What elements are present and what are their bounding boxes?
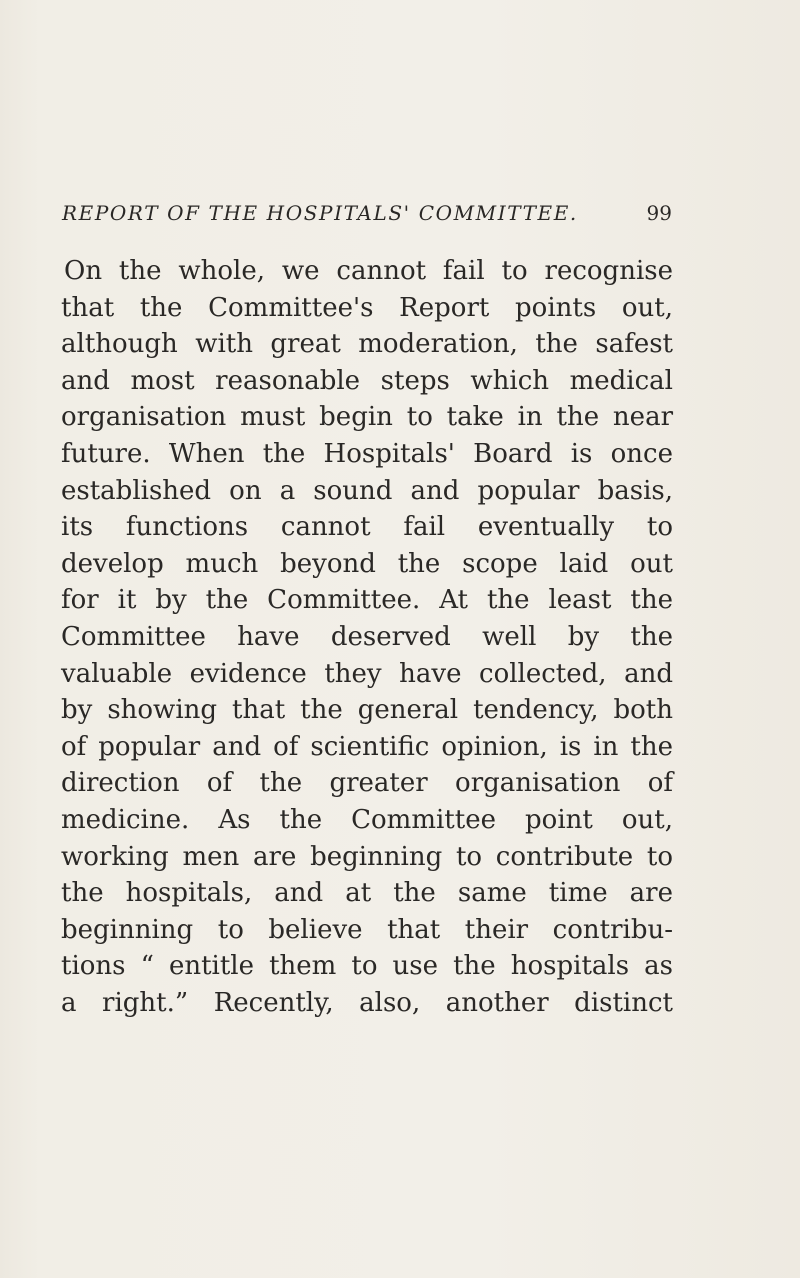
text-line: although with great moderation, the safest [61,329,673,360]
text-line: that the Committee's Report points out, [61,292,673,323]
text-line: direction of the greater organisation of [61,768,673,799]
running-head: REPORT OF THE HOSPITALS' COMMITTEE. [62,201,578,225]
text-line: medicine. As the Committee point out, [61,804,673,835]
text-line: valuable evidence they have collected, and [61,658,673,689]
text-line: and most reasonable steps which medical [61,365,673,396]
text-line: a right.” Recently, also, another distinct [61,987,673,1018]
page-number: 99 [646,201,672,225]
text-line: for it by the Committee. At the least the [61,585,673,616]
text-line: the hospitals, and at the same time are [61,878,673,909]
body-paragraph [61,253,673,1021]
text-line: working men are beginning to contribute to [61,841,673,872]
text-line: Committee have deserved well by the [61,621,673,652]
text-line: On the whole, we cannot fail to recognise [64,256,673,286]
text-line: its functions cannot fail eventually to [61,512,673,543]
text-line: beginning to believe that their contribu- [61,914,673,945]
text-line: develop much beyond the scope laid out [61,548,673,579]
page-header [62,201,672,231]
text-line: tions “ entitle them to use the hospitals as [61,951,673,982]
text-line: organisation must begin to take in the near [61,402,673,433]
text-line: of popular and of scientific opinion, is in the [61,731,673,762]
text-line: by showing that the general tendency, both [61,695,673,726]
text-line: future. When the Hospitals' Board is once [61,438,673,469]
text-line: established on a sound and popular basis, [61,475,673,506]
